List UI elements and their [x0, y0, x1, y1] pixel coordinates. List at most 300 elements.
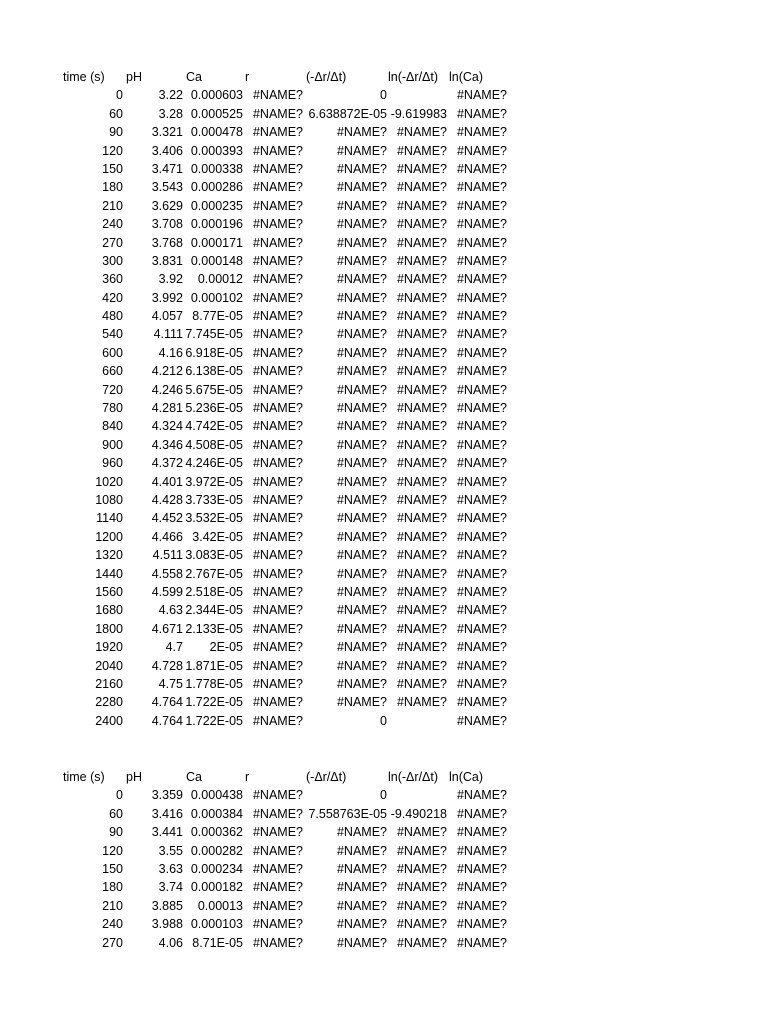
- cell-ln-ca: #NAME?: [456, 474, 507, 489]
- cell-r: #NAME?: [252, 345, 303, 360]
- header-ln-ca: ln(Ca): [449, 70, 484, 84]
- cell-time: 2160: [95, 676, 123, 691]
- cell-neg-delta-r: #NAME?: [336, 658, 387, 673]
- cell-ln-ca: #NAME?: [456, 880, 507, 895]
- cell-ca: 4.246E-05: [185, 456, 243, 471]
- cell-ca: 6.918E-05: [185, 345, 243, 360]
- cell-time: 180: [102, 180, 123, 195]
- cell-r: #NAME?: [252, 676, 303, 691]
- cell-r: #NAME?: [252, 309, 303, 324]
- cell-ln-ca: #NAME?: [456, 529, 507, 544]
- table-row: [0, 638, 768, 656]
- cell-neg-delta-r: #NAME?: [336, 529, 387, 544]
- header-row: [0, 68, 768, 86]
- cell-time: 150: [102, 161, 123, 176]
- cell-ln-neg-delta-r: #NAME?: [396, 253, 447, 268]
- cell-ln-ca: #NAME?: [456, 143, 507, 158]
- cell-r: #NAME?: [252, 161, 303, 176]
- cell-ph: 4.728: [151, 658, 183, 673]
- cell-ln-ca: #NAME?: [456, 235, 507, 250]
- cell-r: #NAME?: [252, 401, 303, 416]
- cell-ph: 4.466: [151, 529, 183, 544]
- table-row: [0, 583, 768, 601]
- cell-ln-neg-delta-r: #NAME?: [396, 880, 447, 895]
- cell-ln-neg-delta-r: #NAME?: [396, 861, 447, 876]
- cell-ph: 3.992: [151, 290, 183, 305]
- table-row: [0, 915, 768, 933]
- cell-ln-neg-delta-r: [387, 786, 447, 804]
- header-ph: pH: [126, 70, 142, 84]
- cell-ca: 4.742E-05: [185, 419, 243, 434]
- cell-ln-ca: #NAME?: [456, 456, 507, 471]
- cell-ln-neg-delta-r: #NAME?: [396, 843, 447, 858]
- cell-ln-neg-delta-r: #NAME?: [396, 548, 447, 563]
- cell-neg-delta-r: #NAME?: [336, 290, 387, 305]
- cell-ln-ca: #NAME?: [456, 898, 507, 913]
- cell-time: 300: [102, 253, 123, 268]
- cell-r: #NAME?: [252, 861, 303, 876]
- cell-r: #NAME?: [252, 180, 303, 195]
- cell-neg-delta-r: #NAME?: [336, 161, 387, 176]
- cell-ln-ca: #NAME?: [456, 640, 507, 655]
- table-row: [0, 546, 768, 564]
- cell-neg-delta-r: #NAME?: [336, 566, 387, 581]
- cell-neg-delta-r: #NAME?: [336, 861, 387, 876]
- table-row: [0, 620, 768, 638]
- cell-ln-ca: #NAME?: [456, 788, 507, 803]
- cell-time: 90: [109, 825, 123, 840]
- cell-ca: 0.000182: [190, 880, 243, 895]
- table-row: [0, 565, 768, 583]
- cell-ca: 0.000148: [190, 253, 243, 268]
- cell-ln-ca: #NAME?: [456, 198, 507, 213]
- table-row: [0, 86, 768, 104]
- cell-ln-neg-delta-r: #NAME?: [396, 603, 447, 618]
- cell-ca: 0.000478: [190, 125, 243, 140]
- cell-ph: 4.281: [151, 401, 183, 416]
- table-row: [0, 197, 768, 215]
- cell-ca: 4.508E-05: [185, 437, 243, 452]
- table-row: [0, 105, 768, 123]
- table-row: [0, 436, 768, 454]
- cell-time: 1680: [95, 603, 123, 618]
- cell-neg-delta-r: #NAME?: [336, 125, 387, 140]
- cell-time: 1440: [95, 566, 123, 581]
- cell-time: 600: [102, 345, 123, 360]
- cell-r: #NAME?: [252, 253, 303, 268]
- cell-ph: 3.629: [151, 198, 183, 213]
- cell-ln-ca: #NAME?: [456, 603, 507, 618]
- cell-ln-neg-delta-r: #NAME?: [396, 180, 447, 195]
- header-ln-neg-delta-r: ln(-Δr/Δt): [388, 770, 439, 784]
- cell-ln-neg-delta-r: #NAME?: [396, 474, 447, 489]
- cell-time: 420: [102, 290, 123, 305]
- cell-ln-neg-delta-r: #NAME?: [396, 401, 447, 416]
- cell-ln-neg-delta-r: #NAME?: [396, 621, 447, 636]
- cell-ca: 0.00013: [197, 898, 243, 913]
- cell-neg-delta-r: #NAME?: [336, 198, 387, 213]
- cell-ln-ca: #NAME?: [456, 621, 507, 636]
- cell-r: #NAME?: [252, 456, 303, 471]
- cell-time: 1920: [95, 640, 123, 655]
- cell-ca: 3.42E-05: [192, 529, 243, 544]
- cell-time: 2400: [95, 713, 123, 728]
- cell-neg-delta-r: #NAME?: [336, 880, 387, 895]
- cell-r: #NAME?: [252, 603, 303, 618]
- cell-r: #NAME?: [252, 695, 303, 710]
- cell-ln-ca: #NAME?: [456, 309, 507, 324]
- cell-ca: 1.871E-05: [185, 658, 243, 673]
- cell-time: 840: [102, 419, 123, 434]
- cell-ln-neg-delta-r: #NAME?: [396, 825, 447, 840]
- cell-ln-ca: #NAME?: [456, 272, 507, 287]
- cell-ca: 0.000282: [190, 843, 243, 858]
- cell-ph: 4.06: [158, 935, 183, 950]
- cell-ln-neg-delta-r: #NAME?: [396, 437, 447, 452]
- cell-ln-neg-delta-r: #NAME?: [396, 658, 447, 673]
- cell-ln-ca: #NAME?: [456, 713, 507, 728]
- cell-time: 0: [116, 88, 123, 103]
- cell-r: #NAME?: [252, 143, 303, 158]
- cell-time: 1080: [95, 492, 123, 507]
- cell-time: 1800: [95, 621, 123, 636]
- cell-ph: 3.55: [158, 843, 183, 858]
- cell-r: #NAME?: [252, 327, 303, 342]
- table-row: [0, 786, 768, 804]
- cell-ph: 4.057: [151, 309, 183, 324]
- cell-time: 2280: [95, 695, 123, 710]
- cell-ph: 4.246: [151, 382, 183, 397]
- cell-time: 780: [102, 401, 123, 416]
- cell-ca: 0.000234: [190, 861, 243, 876]
- cell-ph: 3.543: [151, 180, 183, 195]
- cell-r: #NAME?: [252, 511, 303, 526]
- cell-ln-neg-delta-r: #NAME?: [396, 935, 447, 950]
- table-row: [0, 842, 768, 860]
- table-row: [0, 675, 768, 693]
- cell-ln-neg-delta-r: #NAME?: [396, 898, 447, 913]
- cell-time: 1200: [95, 529, 123, 544]
- cell-ph: 3.63: [158, 861, 183, 876]
- cell-ph: 4.558: [151, 566, 183, 581]
- cell-time: 270: [102, 935, 123, 950]
- cell-time: 270: [102, 235, 123, 250]
- cell-neg-delta-r: #NAME?: [336, 364, 387, 379]
- cell-ln-ca: #NAME?: [456, 125, 507, 140]
- cell-r: #NAME?: [252, 584, 303, 599]
- table-row: [0, 160, 768, 178]
- cell-ln-ca: #NAME?: [456, 806, 507, 821]
- cell-time: 240: [102, 917, 123, 932]
- cell-neg-delta-r: #NAME?: [336, 253, 387, 268]
- cell-ln-ca: #NAME?: [456, 290, 507, 305]
- cell-ln-ca: #NAME?: [456, 548, 507, 563]
- cell-ln-neg-delta-r: #NAME?: [396, 143, 447, 158]
- table-row: [0, 307, 768, 325]
- table-row: [0, 362, 768, 380]
- cell-r: #NAME?: [252, 290, 303, 305]
- cell-neg-delta-r: #NAME?: [336, 345, 387, 360]
- cell-ln-ca: #NAME?: [456, 217, 507, 232]
- table-row: [0, 805, 768, 823]
- cell-ln-ca: #NAME?: [456, 364, 507, 379]
- cell-time: 900: [102, 437, 123, 452]
- cell-ph: 3.885: [151, 898, 183, 913]
- header-time: time (s): [63, 70, 105, 84]
- cell-neg-delta-r: #NAME?: [336, 143, 387, 158]
- table-row: [0, 417, 768, 435]
- cell-ln-ca: #NAME?: [456, 861, 507, 876]
- cell-time: 1140: [96, 511, 123, 526]
- cell-ca: 1.722E-05: [185, 695, 243, 710]
- cell-r: #NAME?: [252, 640, 303, 655]
- cell-ph: 4.764: [151, 695, 183, 710]
- cell-r: #NAME?: [252, 713, 303, 728]
- cell-ph: 4.111: [153, 327, 183, 342]
- table-row: [0, 234, 768, 252]
- cell-time: 210: [102, 198, 123, 213]
- cell-time: 1320: [95, 548, 123, 563]
- cell-ca: 2.767E-05: [185, 566, 243, 581]
- cell-ca: 0.000603: [190, 88, 243, 103]
- cell-ln-neg-delta-r: #NAME?: [396, 364, 447, 379]
- table-row: [0, 454, 768, 472]
- table-row: [0, 399, 768, 417]
- cell-ln-neg-delta-r: #NAME?: [396, 217, 447, 232]
- table-row: [0, 142, 768, 160]
- cell-ca: 7.745E-05: [185, 327, 243, 342]
- cell-ln-ca: #NAME?: [456, 401, 507, 416]
- cell-ln-ca: #NAME?: [456, 843, 507, 858]
- header-ca: Ca: [186, 770, 202, 784]
- cell-neg-delta-r: #NAME?: [336, 180, 387, 195]
- cell-ca: 8.71E-05: [192, 935, 243, 950]
- table-row: [0, 252, 768, 270]
- cell-ln-ca: #NAME?: [456, 345, 507, 360]
- cell-r: #NAME?: [252, 529, 303, 544]
- cell-neg-delta-r: #NAME?: [336, 437, 387, 452]
- table-row: [0, 325, 768, 343]
- table-row: [0, 123, 768, 141]
- cell-neg-delta-r: #NAME?: [336, 401, 387, 416]
- cell-ph: 4.599: [151, 584, 183, 599]
- cell-neg-delta-r: #NAME?: [336, 511, 387, 526]
- cell-r: #NAME?: [252, 825, 303, 840]
- cell-ph: 3.359: [151, 788, 183, 803]
- cell-ph: 4.346: [151, 437, 183, 452]
- cell-r: #NAME?: [252, 419, 303, 434]
- table-row: [0, 528, 768, 546]
- cell-ph: 4.428: [151, 492, 183, 507]
- cell-ln-neg-delta-r: #NAME?: [396, 456, 447, 471]
- cell-time: 1560: [95, 584, 123, 599]
- cell-time: 2040: [95, 658, 123, 673]
- cell-neg-delta-r: #NAME?: [336, 492, 387, 507]
- cell-r: #NAME?: [252, 621, 303, 636]
- cell-r: #NAME?: [252, 125, 303, 140]
- cell-ln-neg-delta-r: #NAME?: [396, 382, 447, 397]
- cell-ln-neg-delta-r: #NAME?: [396, 345, 447, 360]
- cell-ca: 5.236E-05: [185, 401, 243, 416]
- cell-ln-neg-delta-r: #NAME?: [396, 198, 447, 213]
- cell-ca: 0.000393: [190, 143, 243, 158]
- cell-ph: 4.75: [158, 676, 183, 691]
- table-row: [0, 381, 768, 399]
- table-row: [0, 823, 768, 841]
- header-row: [0, 768, 768, 786]
- cell-r: #NAME?: [252, 437, 303, 452]
- cell-ln-neg-delta-r: #NAME?: [396, 566, 447, 581]
- cell-ln-ca: #NAME?: [456, 917, 507, 932]
- cell-ln-ca: #NAME?: [456, 327, 507, 342]
- cell-ln-ca: #NAME?: [456, 161, 507, 176]
- cell-time: 1020: [95, 474, 123, 489]
- cell-r: #NAME?: [252, 198, 303, 213]
- cell-ca: 0.000362: [190, 825, 243, 840]
- cell-ln-neg-delta-r: -9.619983: [390, 106, 447, 121]
- cell-ln-neg-delta-r: -9.490218: [390, 806, 447, 821]
- header-ln-neg-delta-r: ln(-Δr/Δt): [388, 70, 439, 84]
- cell-ln-neg-delta-r: #NAME?: [396, 695, 447, 710]
- cell-ca: 8.77E-05: [192, 309, 243, 324]
- table-row: [0, 270, 768, 288]
- cell-ln-ca: #NAME?: [456, 180, 507, 195]
- cell-r: #NAME?: [252, 788, 303, 803]
- cell-ca: 6.138E-05: [185, 364, 243, 379]
- cell-time: 480: [102, 309, 123, 324]
- cell-ph: 4.671: [151, 621, 183, 636]
- header-neg-delta-r: (-Δr/Δt): [306, 70, 347, 84]
- cell-ln-ca: #NAME?: [456, 935, 507, 950]
- cell-ca: 3.083E-05: [185, 548, 243, 563]
- cell-neg-delta-r: #NAME?: [336, 825, 387, 840]
- table-row: [0, 657, 768, 675]
- cell-ln-ca: #NAME?: [456, 584, 507, 599]
- cell-ln-ca: #NAME?: [456, 676, 507, 691]
- cell-ln-neg-delta-r: [387, 86, 447, 104]
- cell-r: #NAME?: [252, 272, 303, 287]
- table-row: [0, 491, 768, 509]
- cell-neg-delta-r: 0: [380, 788, 387, 803]
- cell-ca: 2.344E-05: [185, 603, 243, 618]
- cell-ph: 4.7: [165, 640, 183, 655]
- cell-ln-ca: #NAME?: [456, 88, 507, 103]
- cell-neg-delta-r: 0: [380, 88, 387, 103]
- cell-ca: 0.000338: [190, 161, 243, 176]
- cell-neg-delta-r: #NAME?: [336, 272, 387, 287]
- cell-ph: 4.16: [158, 345, 183, 360]
- table-row: [0, 344, 768, 362]
- header-ln-ca: ln(Ca): [449, 770, 484, 784]
- cell-neg-delta-r: #NAME?: [336, 640, 387, 655]
- cell-neg-delta-r: #NAME?: [336, 843, 387, 858]
- header-r: r: [245, 770, 250, 784]
- cell-ln-neg-delta-r: #NAME?: [396, 511, 447, 526]
- cell-r: #NAME?: [252, 658, 303, 673]
- cell-r: #NAME?: [252, 88, 303, 103]
- cell-time: 90: [109, 125, 123, 140]
- cell-neg-delta-r: #NAME?: [336, 235, 387, 250]
- cell-neg-delta-r: #NAME?: [336, 217, 387, 232]
- cell-ca: 2E-05: [209, 640, 243, 655]
- cell-r: #NAME?: [252, 217, 303, 232]
- cell-ca: 2.133E-05: [185, 621, 243, 636]
- cell-ph: 3.92: [158, 272, 183, 287]
- cell-time: 150: [102, 861, 123, 876]
- table-row: [0, 473, 768, 491]
- cell-ca: 0.000171: [190, 235, 243, 250]
- header-neg-delta-r: (-Δr/Δt): [306, 770, 347, 784]
- cell-ln-ca: #NAME?: [456, 658, 507, 673]
- cell-ca: 0.000103: [190, 917, 243, 932]
- cell-time: 60: [109, 806, 123, 821]
- cell-time: 240: [102, 217, 123, 232]
- cell-ca: 3.733E-05: [185, 492, 243, 507]
- cell-neg-delta-r: #NAME?: [336, 917, 387, 932]
- cell-ph: 3.321: [151, 125, 183, 140]
- cell-neg-delta-r: #NAME?: [336, 695, 387, 710]
- cell-neg-delta-r: #NAME?: [336, 419, 387, 434]
- cell-time: 120: [102, 143, 123, 158]
- cell-neg-delta-r: 6.638872E-05: [308, 106, 387, 121]
- cell-time: 360: [102, 272, 123, 287]
- cell-ph: 3.471: [151, 161, 183, 176]
- table-row: [0, 897, 768, 915]
- cell-neg-delta-r: #NAME?: [336, 898, 387, 913]
- cell-ca: 0.000102: [190, 290, 243, 305]
- cell-time: 120: [102, 843, 123, 858]
- cell-ln-ca: #NAME?: [456, 825, 507, 840]
- data-table-2: [0, 768, 768, 952]
- cell-r: #NAME?: [252, 898, 303, 913]
- table-row: [0, 712, 768, 730]
- cell-ln-neg-delta-r: #NAME?: [396, 161, 447, 176]
- data-table-1: [0, 68, 768, 730]
- cell-ph: 4.452: [151, 511, 183, 526]
- cell-ln-neg-delta-r: #NAME?: [396, 419, 447, 434]
- table-row: [0, 860, 768, 878]
- table-row: [0, 289, 768, 307]
- cell-neg-delta-r: #NAME?: [336, 327, 387, 342]
- cell-neg-delta-r: #NAME?: [336, 935, 387, 950]
- cell-ca: 3.972E-05: [185, 474, 243, 489]
- cell-r: #NAME?: [252, 382, 303, 397]
- cell-neg-delta-r: #NAME?: [336, 456, 387, 471]
- cell-ph: 4.764: [151, 713, 183, 728]
- cell-ca: 1.778E-05: [185, 676, 243, 691]
- cell-ca: 0.000384: [190, 806, 243, 821]
- cell-ln-ca: #NAME?: [456, 566, 507, 581]
- cell-time: 180: [102, 880, 123, 895]
- table-row: [0, 215, 768, 233]
- cell-ln-neg-delta-r: #NAME?: [396, 529, 447, 544]
- cell-time: 60: [109, 106, 123, 121]
- cell-neg-delta-r: #NAME?: [336, 621, 387, 636]
- cell-ln-ca: #NAME?: [456, 492, 507, 507]
- cell-r: #NAME?: [252, 548, 303, 563]
- cell-ph: 3.22: [158, 88, 183, 103]
- cell-ca: 0.00012: [197, 272, 243, 287]
- cell-r: #NAME?: [252, 917, 303, 932]
- cell-r: #NAME?: [252, 935, 303, 950]
- cell-ph: 3.416: [151, 806, 183, 821]
- cell-neg-delta-r: #NAME?: [336, 584, 387, 599]
- header-ca: Ca: [186, 70, 202, 84]
- cell-r: #NAME?: [252, 235, 303, 250]
- table-row: [0, 178, 768, 196]
- cell-ph: 4.324: [151, 419, 183, 434]
- cell-ph: 3.768: [151, 235, 183, 250]
